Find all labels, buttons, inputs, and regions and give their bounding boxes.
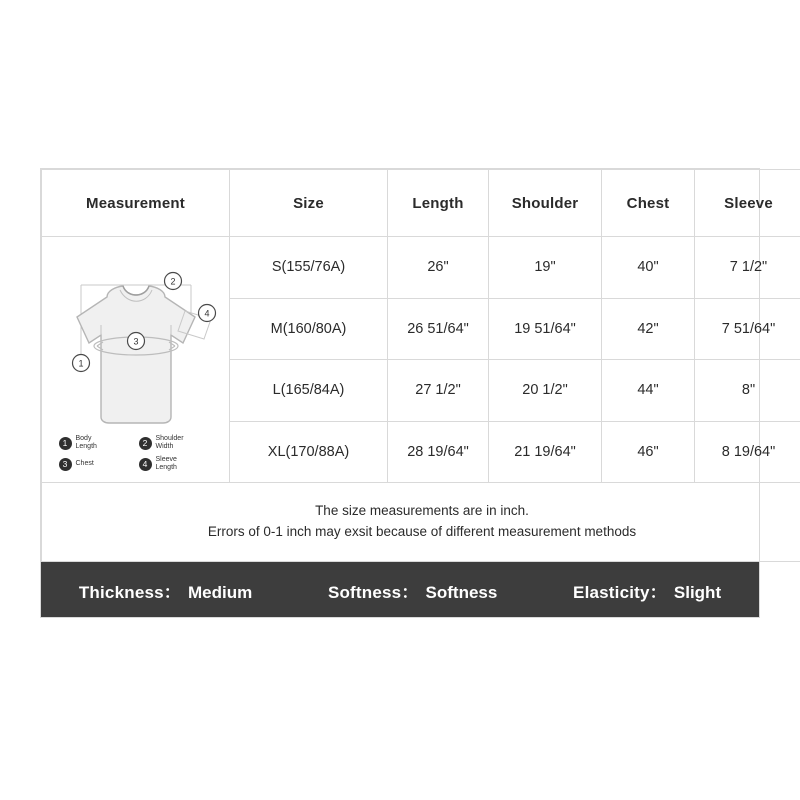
legend-label-4-line2: Length: [155, 464, 177, 472]
measurement-note: [42, 483, 800, 562]
legend-label-1-line1: Body: [75, 435, 92, 443]
attribute-elasticity-label: Elasticity：: [573, 582, 667, 602]
legend-item: [139, 435, 215, 451]
cell-size: L(165/84A): [230, 360, 388, 422]
header-sleeve: Sleeve: [695, 170, 800, 237]
cell-chest: 42": [602, 298, 695, 360]
legend-badge-1: 1: [59, 437, 72, 450]
legend-label-1: [76, 435, 97, 451]
table-body: [42, 237, 800, 562]
cell-shoulder: 19 51/64": [489, 298, 602, 360]
legend-item: [59, 435, 135, 451]
cell-sleeve: 7 1/2": [695, 237, 800, 299]
note-line-1: The size measurements are in inch.: [315, 503, 529, 519]
svg-text:3: 3: [132, 336, 139, 346]
legend-badge-2: 2: [139, 437, 152, 450]
svg-text:4: 4: [203, 308, 210, 318]
cell-size: S(155/76A): [230, 237, 388, 299]
cell-shoulder: 20 1/2": [489, 360, 602, 422]
legend-label-2: [156, 435, 184, 451]
attribute-thickness-value: Medium: [188, 582, 253, 602]
size-chart-container: [40, 168, 776, 618]
fabric-attributes-bar: [41, 562, 759, 617]
table-header-row: [42, 170, 800, 237]
legend-item: [139, 456, 215, 472]
legend-label-4: [156, 456, 177, 472]
cell-shoulder: 21 19/64": [489, 421, 602, 483]
header-measurement: Measurement: [42, 170, 230, 237]
legend-label-4-line1: Sleeve: [155, 456, 177, 464]
cell-length: 26 51/64": [388, 298, 489, 360]
cell-sleeve: 8": [695, 360, 800, 422]
attribute-elasticity-value: Slight: [673, 582, 722, 602]
legend-badge-3: 3: [59, 458, 72, 471]
header-shoulder: Shoulder: [489, 170, 602, 237]
attribute-thickness-label: Thickness：: [78, 582, 181, 602]
legend-item: [59, 456, 135, 472]
header-length: Length: [388, 170, 489, 237]
legend-label-2-line2: Width: [155, 443, 174, 451]
header-size: Size: [230, 170, 388, 237]
attribute-softness: [328, 578, 497, 603]
attribute-elasticity: [573, 578, 721, 603]
cell-size: XL(170/88A): [230, 421, 388, 483]
legend-label-2-line1: Shoulder: [155, 435, 184, 443]
cell-length: 27 1/2": [388, 360, 489, 422]
table-row: [42, 237, 800, 299]
diagram-legend: [59, 435, 215, 472]
attribute-softness-label: Softness：: [327, 582, 419, 602]
cell-length: 26": [388, 237, 489, 299]
cell-sleeve: 7 51/64": [695, 298, 800, 360]
tshirt-diagram-cell: [42, 237, 230, 483]
cell-size: M(160/80A): [230, 298, 388, 360]
legend-label-3: Chest: [75, 460, 94, 468]
header-chest: Chest: [602, 170, 695, 237]
cell-chest: 40": [602, 237, 695, 299]
tshirt-diagram: [45, 245, 227, 475]
note-line-2: Errors of 0-1 inch may exsit because of different measurement methods: [207, 524, 637, 539]
svg-text:2: 2: [169, 276, 176, 286]
cell-chest: 44": [602, 360, 695, 422]
table-header: [42, 170, 800, 237]
cell-chest: 46": [602, 421, 695, 483]
cell-sleeve: 8 19/64": [695, 421, 800, 483]
cell-length: 28 19/64": [388, 421, 489, 483]
svg-text:1: 1: [77, 358, 84, 368]
attribute-softness-value: Softness: [425, 582, 498, 602]
size-table: [41, 169, 800, 562]
table-note-row: [42, 483, 800, 562]
legend-badge-4: 4: [139, 458, 152, 471]
legend-label-1-line2: Length: [75, 443, 97, 451]
attribute-thickness: [79, 578, 252, 603]
cell-shoulder: 19": [489, 237, 602, 299]
